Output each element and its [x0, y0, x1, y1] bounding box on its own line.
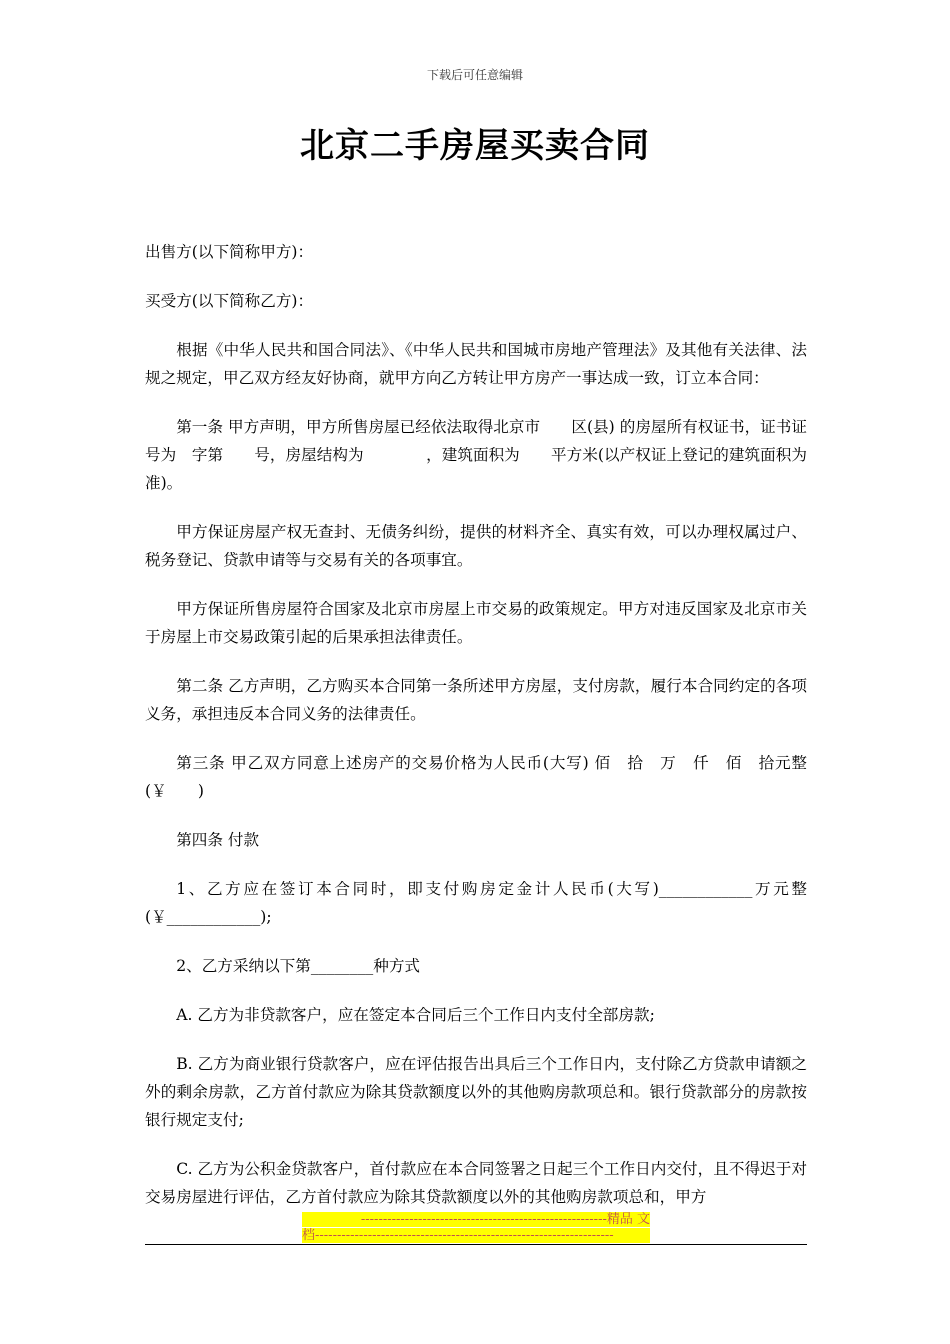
preamble-paragraph: 根据《中华人民共和国合同法》、《中华人民共和国城市房地产管理法》及其他有关法律、法规之规定，甲乙双方经友好协商，就甲方向乙方转让甲方房产一事达成一致，订立本合同： — [145, 341, 807, 387]
article-4-heading: 第四条 付款 — [176, 831, 260, 849]
seller-line: 出售方(以下简称甲方)： — [145, 243, 314, 261]
footer-watermark-line-1: --------------------------------------------------------精品 文 — [302, 1212, 650, 1227]
article-1-paragraph: 第一条 甲方声明，甲方所售房屋已经依法取得北京市 区(县) 的房屋所有权证书，证书证号为 字第 号，房屋结构为 ，建筑面积为 平方米(以产权证上登记的建筑面积为准)。 — [145, 418, 807, 492]
contract-body — [145, 238, 807, 1232]
seller-guarantee-paragraph: 甲方保证房屋产权无查封、无债务纠纷，提供的材料齐全、真实有效，可以办理权属过户、税务登记、贷款申请等与交易有关的各项事宜。 — [145, 523, 807, 569]
buyer-line: 买受方(以下简称乙方)： — [145, 292, 314, 310]
payment-option-a: A. 乙方为非贷款客户，应在签定本合同后三个工作日内支付全部房款; — [176, 1006, 655, 1024]
article-3-paragraph: 第三条 甲乙双方同意上述房产的交易价格为人民币(大写) 佰 拾 万 仟 佰 拾元整(￥ ) — [145, 754, 807, 800]
article-2-paragraph: 第二条 乙方声明，乙方购买本合同第一条所述甲方房屋，支付房款，履行本合同约定的各项义务，承担违反本合同义务的法律责任。 — [145, 677, 807, 723]
payment-item-2: 2、乙方采纳以下第________种方式 — [176, 957, 421, 975]
seller-policy-paragraph: 甲方保证所售房屋符合国家及北京市房屋上市交易的政策规定。甲方对违反国家及北京市关于房屋上市交易政策引起的后果承担法律责任。 — [145, 600, 807, 646]
payment-item-1: 1、乙方应在签订本合同时，即支付购房定金计人民币(大写)____________万元整(￥____________); — [145, 880, 807, 926]
document-title: 北京二手房屋买卖合同 — [300, 126, 650, 166]
footer-watermark-line-2: 档-------------------------------------------------------------------- — [302, 1228, 650, 1243]
footer-divider — [145, 1244, 807, 1245]
payment-option-b: B. 乙方为商业银行贷款客户，应在评估报告出具后三个工作日内，支付除乙方贷款申请额之外的剩余房款，乙方首付款应为除其贷款额度以外的其他购房款项总和。银行贷款部分的房款按银行规定支付; — [145, 1055, 807, 1129]
page-header-note: 下载后可任意编辑 — [426, 68, 523, 82]
payment-option-c: C. 乙方为公积金贷款客户，首付款应在本合同签署之日起三个工作日内交付，且不得迟于对交易房屋进行评估，乙方首付款应为除其贷款额度以外的其他购房款项总和，甲方 — [145, 1160, 807, 1206]
